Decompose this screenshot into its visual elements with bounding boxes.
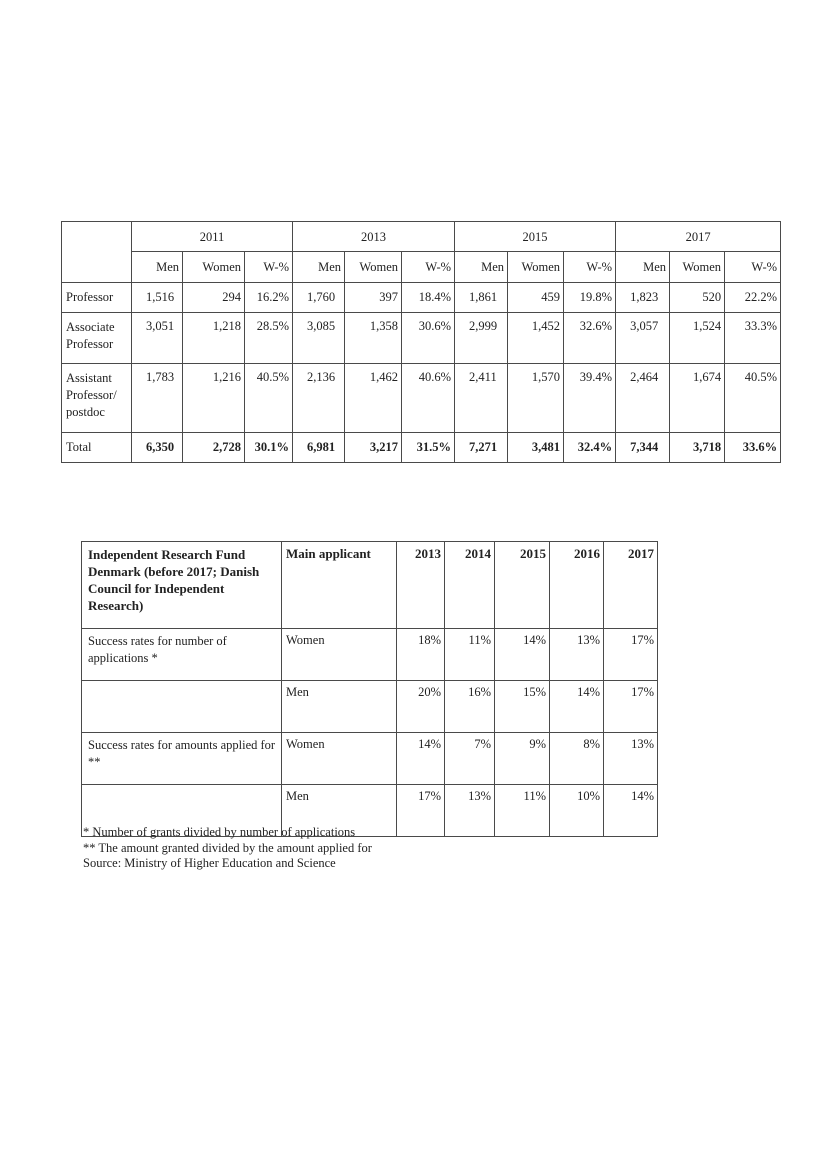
column-header: Men	[455, 252, 508, 283]
table-cell: 18.4%	[402, 283, 455, 313]
table-cell: 9%	[495, 733, 550, 785]
table-cell: 1,516	[132, 283, 183, 313]
table-cell: 2,728	[183, 433, 245, 463]
row-label: Success rates for amounts applied for **	[82, 733, 282, 785]
table-cell: 2,136	[293, 364, 345, 433]
table-cell: 294	[183, 283, 245, 313]
applicant-cell: Men	[282, 785, 397, 837]
table-cell: 16%	[445, 681, 495, 733]
row-label: Associate Professor	[62, 313, 132, 364]
table-cell: 11%	[495, 785, 550, 837]
table-cell: 22.2%	[725, 283, 781, 313]
table-cell: 2,411	[455, 364, 508, 433]
year-header: 2017	[616, 222, 781, 252]
table-cell: 397	[345, 283, 402, 313]
success-rates-table	[81, 541, 658, 837]
table-row	[82, 542, 658, 629]
table-row	[62, 313, 781, 364]
table-cell: 7,271	[455, 433, 508, 463]
applicant-header: Main applicant	[282, 542, 397, 629]
year-header: 2011	[132, 222, 293, 252]
table-cell: 1,783	[132, 364, 183, 433]
table-cell: 3,718	[670, 433, 725, 463]
column-header: Men	[132, 252, 183, 283]
table-cell: 7%	[445, 733, 495, 785]
table-cell: 1,823	[616, 283, 670, 313]
column-header: W-%	[564, 252, 616, 283]
year-header: 2017	[604, 542, 658, 629]
applicant-cell: Women	[282, 629, 397, 681]
year-header: 2015	[455, 222, 616, 252]
table-cell: 3,051	[132, 313, 183, 364]
table-cell: 2,999	[455, 313, 508, 364]
year-header: 2013	[293, 222, 455, 252]
fund-header: Independent Research Fund Denmark (before 2017; Danish Council for Independent Research)	[82, 542, 282, 629]
table-cell: 14%	[604, 785, 658, 837]
column-header: W-%	[725, 252, 781, 283]
column-header: Men	[293, 252, 345, 283]
table-cell: 19.8%	[564, 283, 616, 313]
corner-cell	[62, 222, 132, 283]
table-cell: 13%	[604, 733, 658, 785]
table-cell: 16.2%	[245, 283, 293, 313]
table-cell: 1,861	[455, 283, 508, 313]
table-cell: 3,481	[508, 433, 564, 463]
table-cell: 40.6%	[402, 364, 455, 433]
column-header: Women	[345, 252, 402, 283]
row-label: Assistant Professor/ postdoc	[62, 364, 132, 433]
column-header: Women	[508, 252, 564, 283]
table-row	[62, 222, 781, 252]
row-label: Success rates for number of applications *	[82, 629, 282, 681]
footnote: * Number of grants divided by number of applications	[83, 825, 356, 839]
table-cell: 1,218	[183, 313, 245, 364]
column-header: Women	[183, 252, 245, 283]
table-cell: 32.6%	[564, 313, 616, 364]
column-header: Women	[670, 252, 725, 283]
table-cell: 7,344	[616, 433, 670, 463]
table-cell: 1,570	[508, 364, 564, 433]
year-header: 2013	[397, 542, 445, 629]
table-cell: 6,981	[293, 433, 345, 463]
applicant-cell: Men	[282, 681, 397, 733]
table-cell: 13%	[445, 785, 495, 837]
table-cell: 1,462	[345, 364, 402, 433]
table-cell: 40.5%	[725, 364, 781, 433]
applicant-cell: Women	[282, 733, 397, 785]
table-cell: 14%	[397, 733, 445, 785]
table-cell: 11%	[445, 629, 495, 681]
table-row	[82, 681, 658, 733]
table-cell: 10%	[550, 785, 604, 837]
table-cell: 520	[670, 283, 725, 313]
table-cell: 17%	[604, 681, 658, 733]
table-cell: 2,464	[616, 364, 670, 433]
table-cell: 3,085	[293, 313, 345, 364]
column-header: Men	[616, 252, 670, 283]
table-cell: 33.6%	[725, 433, 781, 463]
year-header: 2014	[445, 542, 495, 629]
table-cell: 20%	[397, 681, 445, 733]
table-cell: 1,524	[670, 313, 725, 364]
table-cell: 3,217	[345, 433, 402, 463]
table-row	[62, 252, 781, 283]
table-cell: 15%	[495, 681, 550, 733]
row-label: Total	[62, 433, 132, 463]
table-cell: 8%	[550, 733, 604, 785]
table-footnotes	[83, 825, 372, 872]
table-row	[62, 433, 781, 463]
row-label: Professor	[62, 283, 132, 313]
table-cell: 18%	[397, 629, 445, 681]
table-cell: 28.5%	[245, 313, 293, 364]
year-header: 2016	[550, 542, 604, 629]
table-cell: 30.1%	[245, 433, 293, 463]
table-cell: 1,674	[670, 364, 725, 433]
table-cell: 1,452	[508, 313, 564, 364]
table-cell: 33.3%	[725, 313, 781, 364]
column-header: W-%	[402, 252, 455, 283]
table-cell: 14%	[550, 681, 604, 733]
table-cell: 31.5%	[402, 433, 455, 463]
footnote: ** The amount granted divided by the amount applied for	[83, 840, 372, 855]
table-row	[62, 364, 781, 433]
table-row	[82, 733, 658, 785]
table-cell: 30.6%	[402, 313, 455, 364]
source-note: Source: Ministry of Higher Education and Science	[83, 856, 336, 870]
table-cell: 1,358	[345, 313, 402, 364]
table-cell: 17%	[604, 629, 658, 681]
table-cell: 3,057	[616, 313, 670, 364]
table-cell: 1,216	[183, 364, 245, 433]
staff-by-gender-table	[61, 221, 781, 463]
table-cell: 32.4%	[564, 433, 616, 463]
table-row	[82, 629, 658, 681]
year-header: 2015	[495, 542, 550, 629]
table-cell: 459	[508, 283, 564, 313]
table-cell: 39.4%	[564, 364, 616, 433]
table-row	[62, 283, 781, 313]
table-cell: 6,350	[132, 433, 183, 463]
column-header: W-%	[245, 252, 293, 283]
table-cell: 13%	[550, 629, 604, 681]
table-cell: 1,760	[293, 283, 345, 313]
table-cell: 17%	[397, 785, 445, 837]
table-cell: 14%	[495, 629, 550, 681]
table-cell: 40.5%	[245, 364, 293, 433]
row-label	[82, 681, 282, 733]
